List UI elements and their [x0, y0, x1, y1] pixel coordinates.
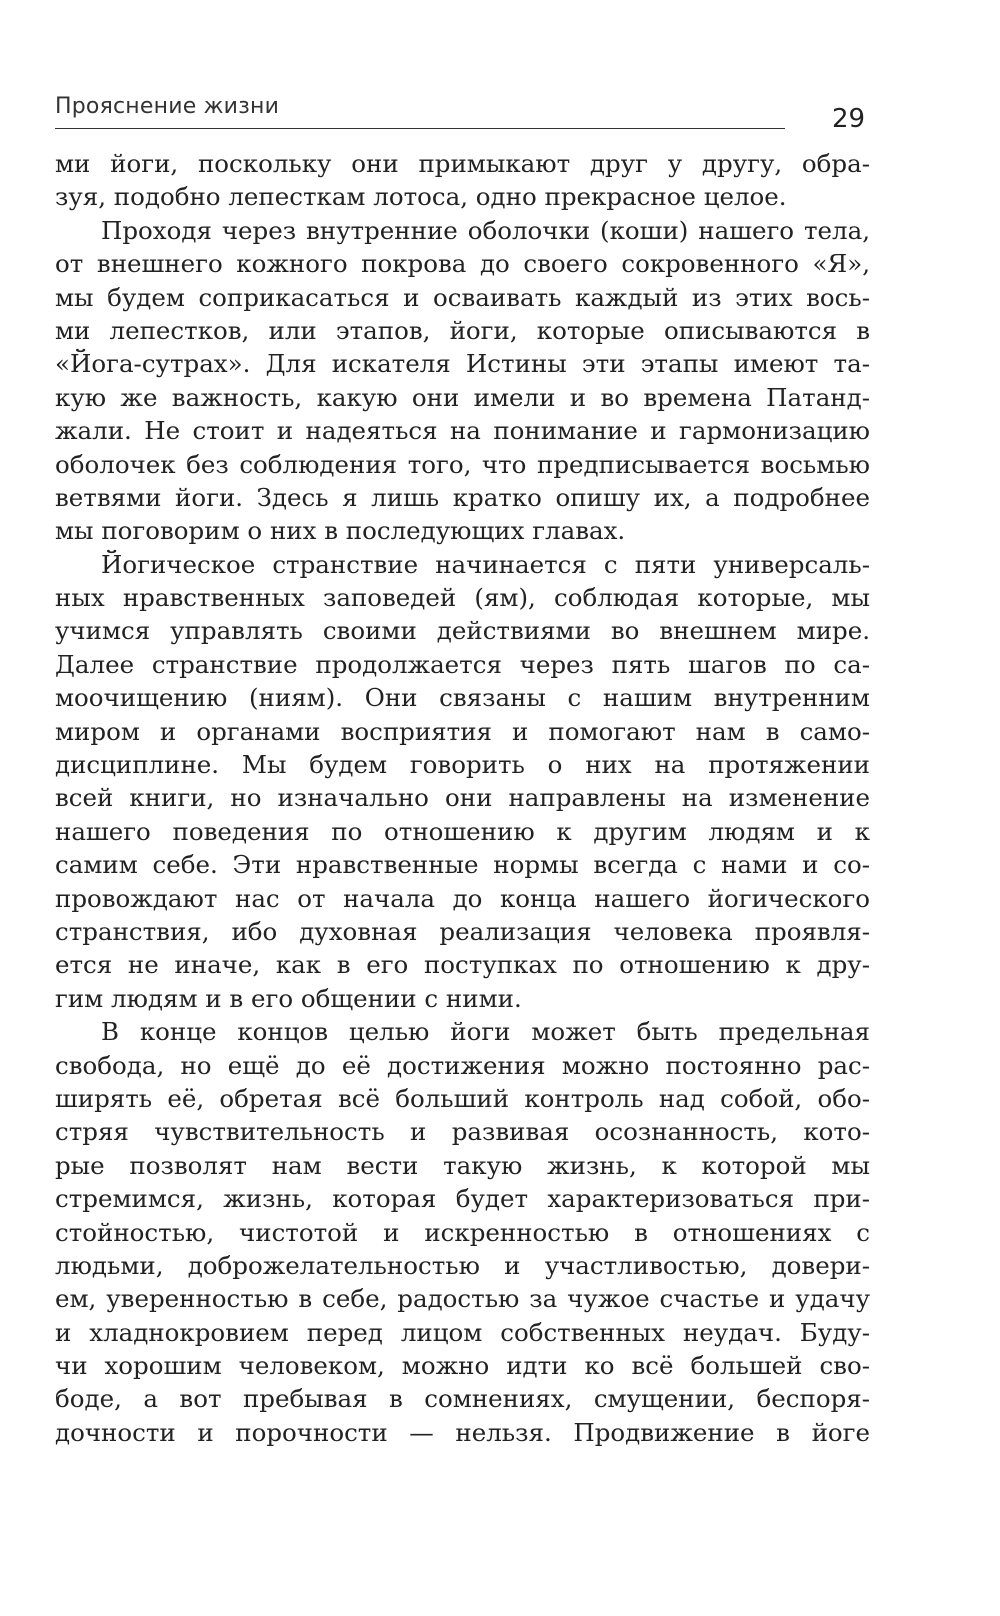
text-line: ми лепестков, или этапов, йоги, которые описываются в: [55, 315, 870, 345]
text-line: В конце концов целью йоги может быть предельная: [101, 1017, 870, 1047]
text-line: стремимся, жизнь, которая будет характеризоваться при-: [55, 1184, 870, 1214]
text-line: кую же важность, какую они имели и во времена Патанд-: [55, 382, 870, 412]
text-line: «Йога-сутрах». Для искателя Истины эти этапы имеют та-: [55, 349, 870, 379]
text-line: мы поговорим о них в последующих главах.: [55, 516, 626, 546]
text-line: людьми, доброжелательностью и участливостью, довери-: [55, 1250, 870, 1280]
text-line: жали. Не стоит и надеяться на понимание и гармонизацию: [55, 416, 870, 446]
text-line: чи хорошим человеком, можно идти ко всё большей сво-: [55, 1351, 870, 1381]
text-line: боде, а вот пребывая в сомнениях, смущении, беспоря-: [55, 1384, 870, 1414]
text-line: всей книги, но изначально они направлены на изменение: [55, 783, 870, 813]
text-line: гим людям и в его общении с ними.: [55, 983, 522, 1013]
text-line: ем, уверенностью в себе, радостью за чужое счастье и удачу: [55, 1284, 870, 1314]
running-header: [55, 94, 785, 129]
text-line: Йогическое странствие начинается с пяти универсаль-: [101, 549, 870, 579]
text-line: и хладнокровием перед лицом собственных неудач. Буду-: [55, 1317, 870, 1347]
running-title: Прояснение жизни: [55, 94, 280, 119]
text-line: свобода, но ещё до её достижения можно постоянно рас-: [55, 1050, 870, 1080]
text-line: провождают нас от начала до конца нашего йогического: [55, 883, 870, 913]
text-line: стойностью, чистотой и искренностью в отношениях с: [55, 1217, 870, 1247]
text-line: ширять её, обретая всё больший контроль над собой, обо-: [55, 1083, 870, 1113]
text-line: рые позволят нам вести такую жизнь, к которой мы: [55, 1150, 870, 1180]
text-line: ветвями йоги. Здесь я лишь кратко опишу их, а подробнее: [55, 482, 870, 512]
text-line: миром и органами восприятия и помогают нам в само-: [55, 716, 870, 746]
text-line: ных нравственных заповедей (ям), соблюдая которые, мы: [55, 583, 870, 613]
text-line: самим себе. Эти нравственные нормы всегда с нами и со-: [55, 850, 870, 880]
text-line: учимся управлять своими действиями во внешнем мире.: [55, 616, 870, 646]
page-number: 29: [832, 104, 866, 134]
text-line: нашего поведения по отношению к другим людям и к: [55, 816, 870, 846]
text-line: ми йоги, поскольку они примыкают друг у другу, обра-: [55, 149, 870, 178]
text-line: моочищению (ниям). Они связаны с нашим внутренним: [55, 683, 870, 713]
text-line: зуя, подобно лепесткам лотоса, одно прекрасное целое.: [55, 182, 787, 212]
text-line: ется не иначе, как в его поступках по отношению к дру-: [55, 950, 870, 980]
text-line: от внешнего кожного покрова до своего сокровенного «Я»,: [55, 249, 870, 279]
text-line: странствия, ибо духовная реализация человека проявля-: [55, 916, 870, 946]
text-line: Далее странствие продолжается через пять шагов по са-: [55, 649, 870, 679]
text-line: оболочек без соблюдения того, что предписывается восьмью: [55, 449, 870, 479]
text-line: Проходя через внутренние оболочки (коши) нашего тела,: [101, 215, 870, 245]
body-text: [55, 147, 870, 1449]
text-line: мы будем соприкасаться и осваивать каждый из этих вось-: [55, 282, 870, 312]
text-line: дисциплине. Мы будем говорить о них на протяжении: [55, 750, 870, 780]
text-line: дочности и порочности — нельзя. Продвижение в йоге: [55, 1417, 870, 1447]
text-line: стряя чувствительность и развивая осознанность, кото-: [55, 1117, 870, 1147]
